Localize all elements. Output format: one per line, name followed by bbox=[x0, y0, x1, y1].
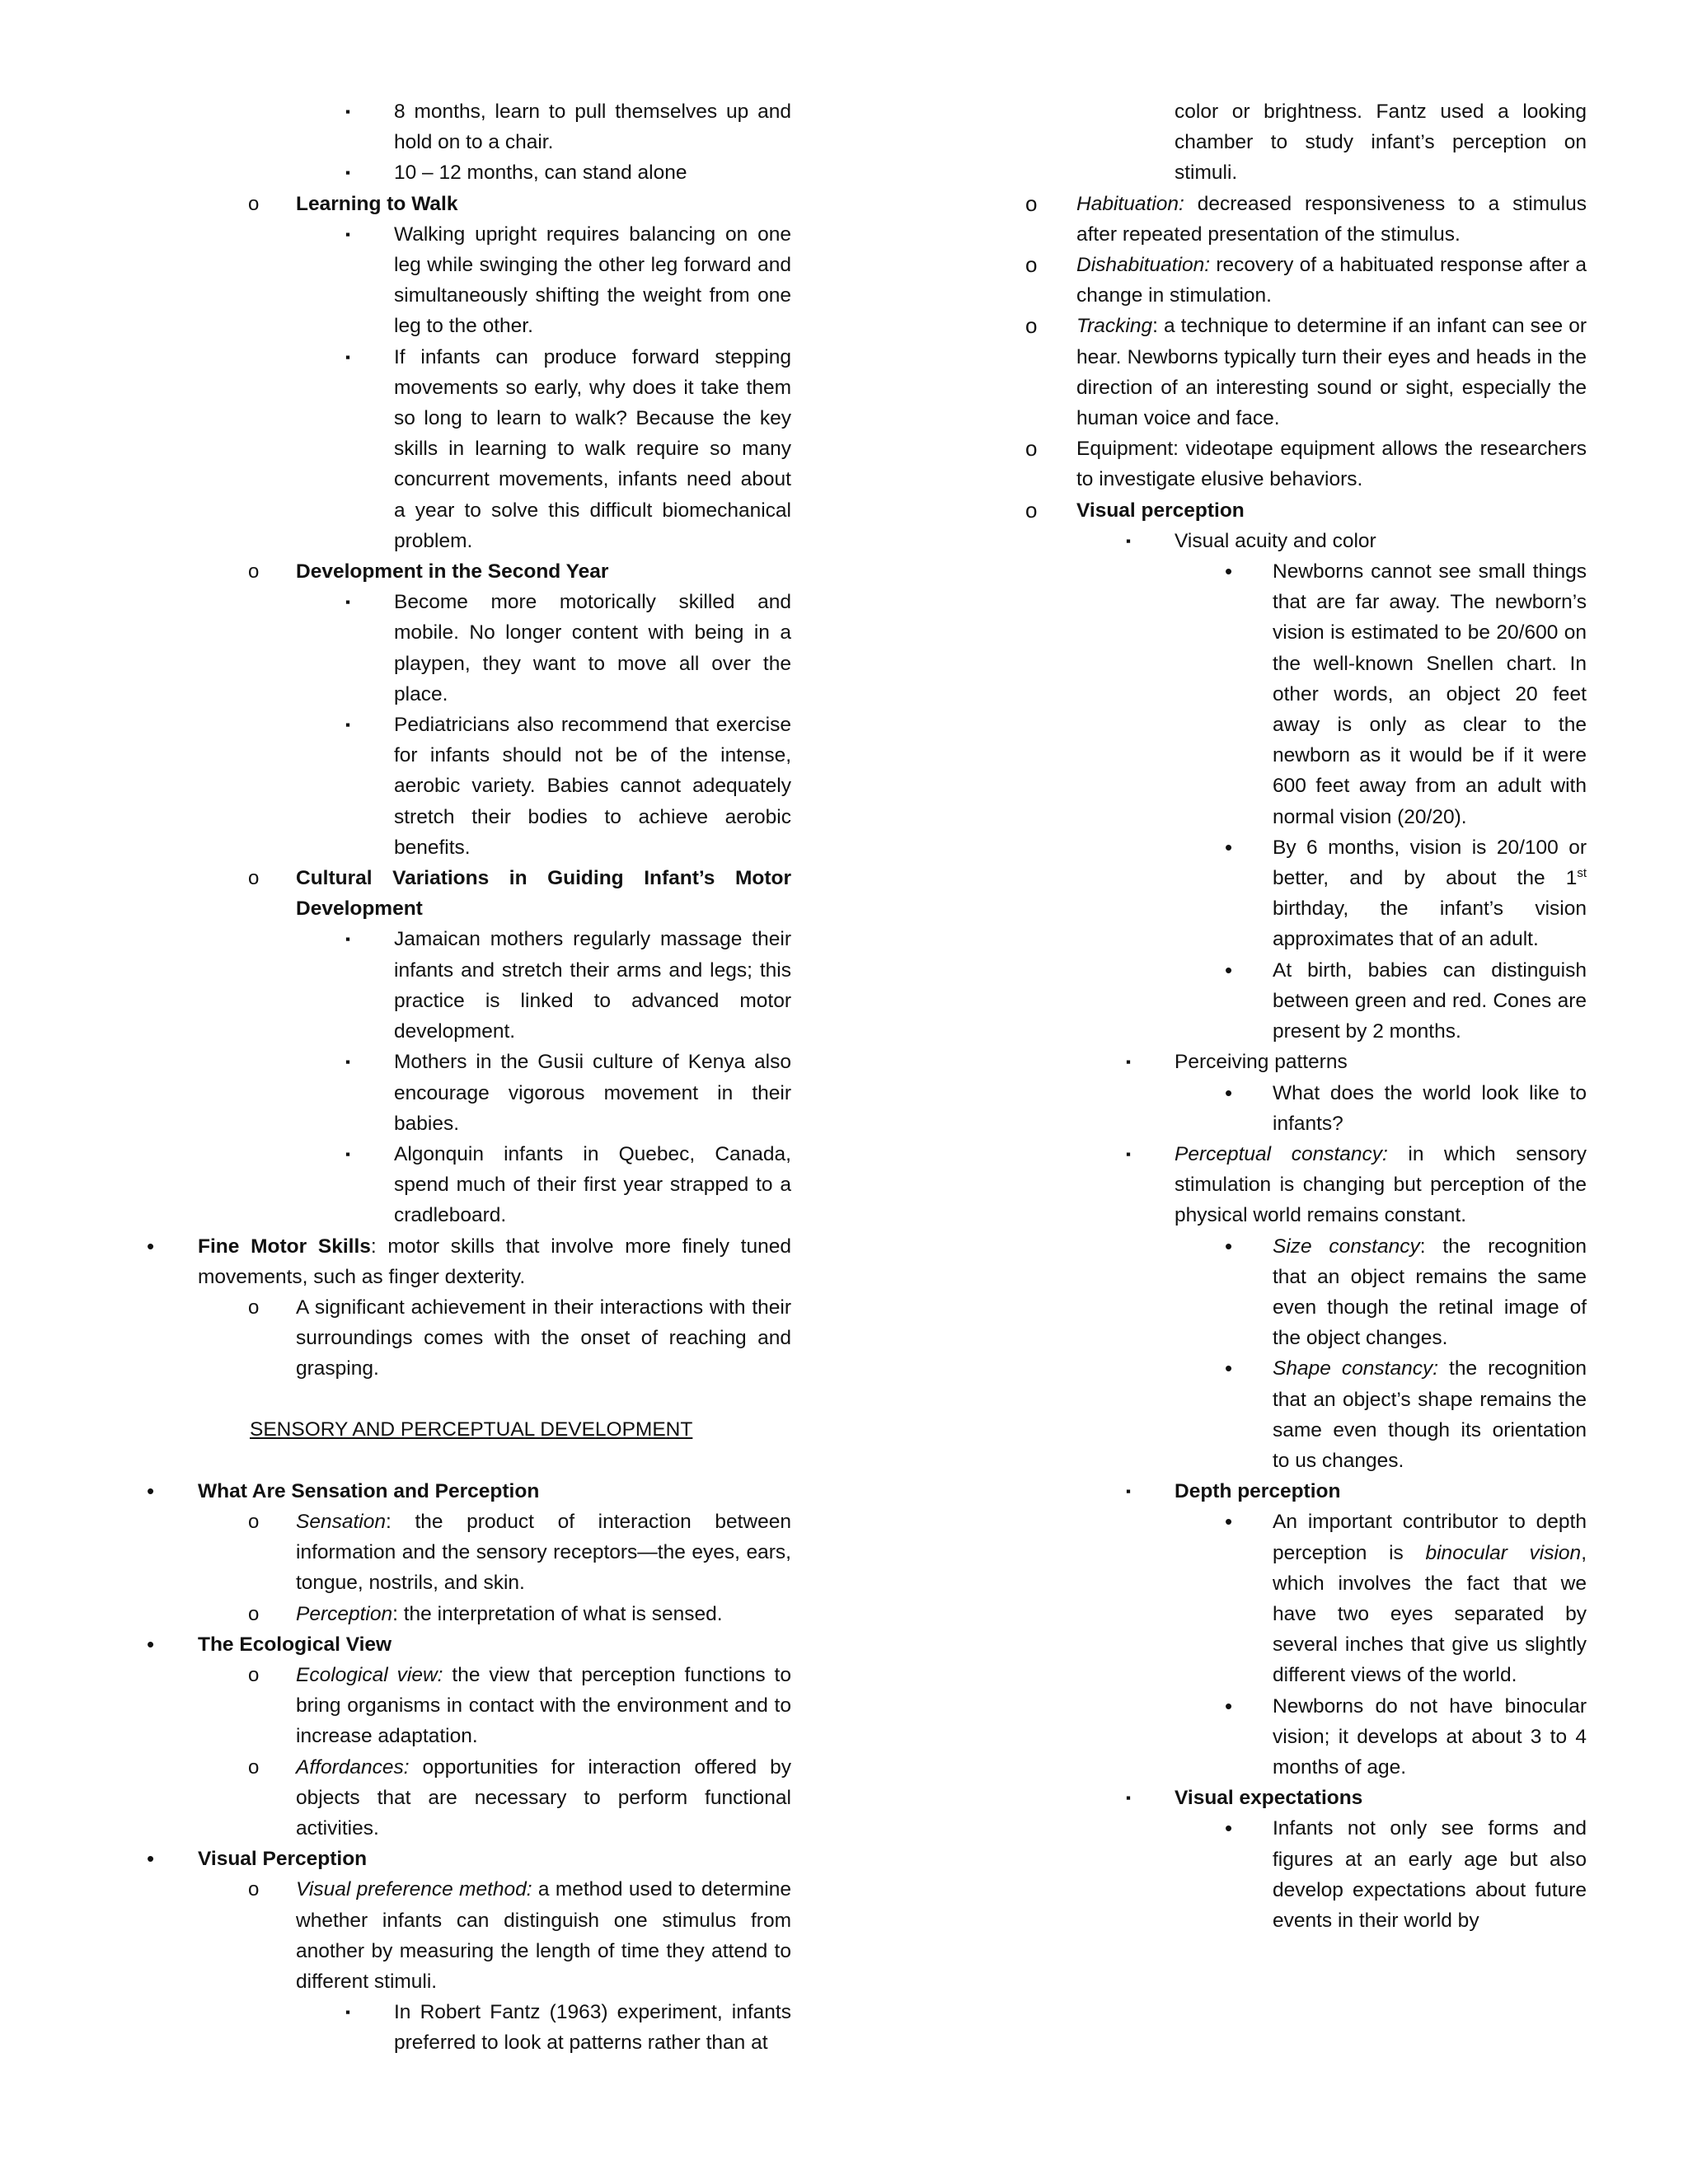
square-bullet-icon: ▪ bbox=[345, 165, 351, 181]
subheading: Cultural Variations in Guiding Infant’s Motor Development bbox=[296, 867, 791, 921]
list-item bbox=[1126, 526, 1587, 556]
circle-bullet-icon: o bbox=[248, 1510, 260, 1533]
bullet-icon: • bbox=[147, 1478, 155, 1503]
list-item: o Ecological view: the view that perception functions to bring organisms in contact with the environment and to increase adaptation. bbox=[296, 1660, 791, 1752]
square-bullet-icon: ▪ bbox=[345, 594, 351, 611]
list-item: • Size constancy: the recognition that an object remains the same even though the retinal image of the object changes. bbox=[1273, 1231, 1587, 1354]
list-item: ▪ Pediatricians also recommend that exercise for infants should not be of the intense, aerobic variety. Babies cannot adequately stretch their bodies to achieve aerobic benefits. bbox=[394, 710, 791, 863]
list-item: ▪ 10 – 12 months, can stand alone bbox=[394, 157, 791, 188]
list-item bbox=[248, 556, 791, 587]
list-item: • Newborns do not have binocular vision; it develops at about 3 to 4 months of age. bbox=[1273, 1691, 1587, 1783]
term: Visual preference method: bbox=[296, 1878, 532, 1901]
term: Affordances: bbox=[296, 1755, 410, 1779]
circle-bullet-icon: o bbox=[1025, 252, 1038, 278]
bullet-icon: • bbox=[1225, 1816, 1233, 1841]
circle-bullet-icon: o bbox=[248, 1602, 260, 1625]
subheading: The Ecological View bbox=[198, 1633, 392, 1656]
bullet-icon: • bbox=[1225, 834, 1233, 860]
list-item bbox=[1126, 1783, 1587, 1813]
circle-bullet-icon: o bbox=[1025, 436, 1038, 462]
list-item: • By 6 months, vision is 20/100 or better, and by about the 1st birthday, the infant’s vision approximates that of an adult. bbox=[1273, 832, 1587, 955]
square-bullet-icon: ▪ bbox=[1126, 532, 1132, 549]
list-item: o Perception: the interpretation of what is sensed. bbox=[296, 1599, 791, 1629]
square-bullet-icon: ▪ bbox=[345, 2004, 351, 2021]
section-heading: SENSORY AND PERCEPTUAL DEVELOPMENT bbox=[250, 1418, 693, 1441]
list-item: • Shape constancy: the recognition that an object’s shape remains the same even though its orientation to us changes. bbox=[1273, 1353, 1587, 1476]
term: Tracking bbox=[1076, 315, 1153, 338]
bullet-icon: • bbox=[1225, 1080, 1233, 1105]
list-item: o Habituation: decreased responsiveness to a stimulus after repeated presentation of the stimulus. bbox=[1076, 189, 1587, 250]
list-item: ▪ Mothers in the Gusii culture of Kenya also encourage vigorous movement in their babies. bbox=[394, 1047, 791, 1139]
term: Habituation: bbox=[1076, 192, 1184, 215]
list-item bbox=[248, 189, 791, 219]
bullet-icon: • bbox=[1225, 1233, 1233, 1258]
list-item: ▪ Become more motorically skilled and mobile. No longer content with being in a playpen, they want to move all over the place. bbox=[394, 587, 791, 710]
circle-bullet-icon: o bbox=[248, 192, 260, 215]
bullet-icon: • bbox=[147, 1631, 155, 1657]
subheading: Depth perception bbox=[1175, 1480, 1341, 1503]
list-item: • Fine Motor Skills: motor skills that involve more finely tuned movements, such as finger dexterity. bbox=[198, 1231, 791, 1292]
term: Dishabituation: bbox=[1076, 254, 1211, 277]
list-item: • What does the world look like to infants? bbox=[1273, 1078, 1587, 1139]
list-item: • At birth, babies can distinguish between green and red. Cones are present by 2 months. bbox=[1273, 955, 1587, 1047]
list-item bbox=[147, 1844, 791, 1874]
circle-bullet-icon: o bbox=[1025, 497, 1038, 523]
circle-bullet-icon: o bbox=[248, 867, 260, 890]
list-item: ▪ Walking upright requires balancing on one leg while swinging the other leg forward and simultaneously shifting the weight from one leg to the other. bbox=[394, 219, 791, 342]
bullet-icon: • bbox=[1225, 559, 1233, 584]
square-bullet-icon: ▪ bbox=[1126, 1054, 1132, 1071]
circle-bullet-icon: o bbox=[248, 1755, 260, 1779]
term: Sensation bbox=[296, 1510, 386, 1533]
list-item bbox=[147, 1476, 791, 1507]
list-item: o Sensation: the product of interaction between information and the sensory receptors—the eyes, ears, tongue, nostrils, and skin. bbox=[296, 1507, 791, 1599]
circle-bullet-icon: o bbox=[248, 560, 260, 583]
subheading: Visual perception bbox=[1076, 499, 1245, 522]
square-bullet-icon: ▪ bbox=[345, 1054, 351, 1071]
list-item: o Visual preference method: a method used to determine whether infants can distinguish one stimulus from another by measuring the length of time they attend to different stimuli. bbox=[296, 1874, 791, 1997]
list-item: • Newborns cannot see small things that are far away. The newborn’s vision is estimated to be 20/600 on the well-known Snellen chart. In other words, an object 20 feet away is only as clear to the newborn as it would be if it were 600 feet away from an adult with normal vision (20/20). bbox=[1273, 556, 1587, 832]
square-bullet-icon: ▪ bbox=[345, 931, 351, 948]
subheading: What Are Sensation and Perception bbox=[198, 1479, 540, 1502]
list-item: • Infants not only see forms and figures at an early age but also develop expectations about future events in their world by bbox=[1273, 1813, 1587, 1936]
list-item: ▪ In Robert Fantz (1963) experiment, infants preferred to look at patterns rather than at bbox=[394, 1997, 791, 2058]
list-item: ▪ Perceptual constancy: in which sensory stimulation is changing but perception of the physical world remains constant. bbox=[1175, 1139, 1587, 1231]
term: binocular vision bbox=[1425, 1541, 1582, 1564]
list-item: o Affordances: opportunities for interaction offered by objects that are necessary to perform functional activities. bbox=[296, 1752, 791, 1844]
bullet-icon: • bbox=[1225, 1693, 1233, 1718]
term: Perception bbox=[296, 1602, 393, 1625]
circle-bullet-icon: o bbox=[1025, 190, 1038, 216]
list-item bbox=[147, 1629, 791, 1660]
square-bullet-icon: ▪ bbox=[345, 104, 351, 120]
bullet-icon: • bbox=[1225, 957, 1233, 982]
list-item: ▪ Algonquin infants in Quebec, Canada, spend much of their first year strapped to a cradleboard. bbox=[394, 1139, 791, 1231]
term: Fine Motor Skills bbox=[198, 1235, 371, 1258]
list-item bbox=[248, 863, 791, 924]
square-bullet-icon: ▪ bbox=[345, 226, 351, 242]
square-bullet-icon: ▪ bbox=[1126, 1790, 1132, 1807]
square-bullet-icon: ▪ bbox=[1126, 1146, 1132, 1162]
list-item: ▪ If infants can produce forward stepping movements so early, why does it take them so long to learn to walk? Because the key skills in learning to walk require so many concurrent movements, infants need about a year to solve this difficult biomechanical problem. bbox=[394, 342, 791, 556]
bullet-icon: • bbox=[147, 1846, 155, 1872]
term: Perceptual constancy: bbox=[1175, 1142, 1388, 1165]
square-bullet-icon: ▪ bbox=[345, 1146, 351, 1162]
circle-bullet-icon: o bbox=[248, 1878, 260, 1901]
subheading: Visual expectations bbox=[1175, 1787, 1363, 1810]
list-item: • An important contributor to depth perception is binocular vision, which involves the fact that we have two eyes separated by several inches that give us slightly different views of the world. bbox=[1273, 1507, 1587, 1690]
term: Ecological view: bbox=[296, 1663, 443, 1686]
bullet-icon: • bbox=[1225, 1509, 1233, 1535]
list-item bbox=[1025, 495, 1587, 526]
square-bullet-icon: ▪ bbox=[345, 349, 351, 365]
subheading: Development in the Second Year bbox=[296, 560, 609, 583]
left-column bbox=[0, 96, 791, 2059]
square-bullet-icon: ▪ bbox=[1126, 1483, 1132, 1500]
subheading: Visual Perception bbox=[198, 1848, 368, 1871]
circle-bullet-icon: o bbox=[248, 1663, 260, 1686]
list-item: o A significant achievement in their interactions with their surroundings comes with the onset of reaching and grasping. bbox=[296, 1292, 791, 1385]
term: Shape constancy: bbox=[1273, 1357, 1438, 1380]
bullet-icon: • bbox=[147, 1233, 155, 1258]
subheading: Learning to Walk bbox=[296, 192, 458, 215]
bullet-icon: • bbox=[1225, 1356, 1233, 1381]
list-item-continuation: color or brightness. Fantz used a looking chamber to study infant’s perception on stimuli. bbox=[1175, 101, 1587, 185]
list-item bbox=[1126, 1047, 1587, 1077]
right-column bbox=[1010, 96, 1587, 1936]
square-bullet-icon: ▪ bbox=[345, 717, 351, 733]
subheading: Visual acuity and color bbox=[1175, 529, 1376, 552]
circle-bullet-icon: o bbox=[248, 1296, 260, 1319]
circle-bullet-icon: o bbox=[1025, 313, 1038, 339]
term: Size constancy bbox=[1273, 1235, 1420, 1258]
list-item: ▪ Jamaican mothers regularly massage their infants and stretch their arms and legs; this practice is linked to advanced motor development. bbox=[394, 924, 791, 1047]
list-item bbox=[1126, 1476, 1587, 1507]
list-item: o Tracking: a technique to determine if an infant can see or hear. Newborns typically turn their eyes and heads in the direction of an interesting sound or sight, especially the human voice and face. bbox=[1076, 311, 1587, 434]
list-item: o Equipment: videotape equipment allows the researchers to investigate elusive behaviors. bbox=[1076, 434, 1587, 494]
subheading: Perceiving patterns bbox=[1175, 1051, 1348, 1074]
list-item: ▪ 8 months, learn to pull themselves up and hold on to a chair. bbox=[394, 96, 791, 157]
list-item: o Dishabituation: recovery of a habituated response after a change in stimulation. bbox=[1076, 250, 1587, 311]
